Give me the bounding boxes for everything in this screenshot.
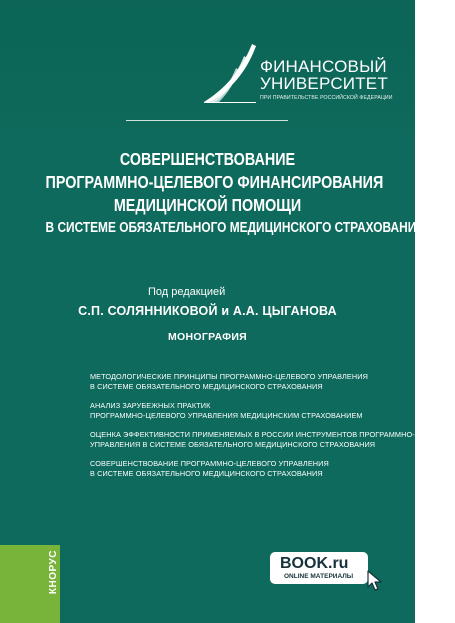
divider-rule <box>126 120 288 121</box>
title-line-3: МЕДИЦИНСКОЙ ПОМОЩИ <box>113 195 302 215</box>
chapter-line: АНАЛИЗ ЗАРУБЕЖНЫХ ПРАКТИК <box>90 401 211 410</box>
chapter-line: ПРОГРАММНО-ЦЕЛЕВОГО УПРАВЛЕНИЯ МЕДИЦИНСКИМ СТРАХОВАНИЕМ <box>90 411 363 420</box>
chapter-list <box>90 372 455 488</box>
bookru-badge[interactable] <box>270 552 368 584</box>
publisher-name: КНОРУС <box>48 550 59 595</box>
title-line-4: В СИСТЕМЕ ОБЯЗАТЕЛЬНОГО МЕДИЦИНСКОГО СТРАХОВАНИЯ <box>45 220 425 236</box>
title-line-2: ПРОГРАММНО-ЦЕЛЕВОГО ФИНАНСИРОВАНИЯ <box>45 172 384 192</box>
publisher-logo <box>48 550 64 610</box>
bookru-brand: BOOK.ru <box>280 555 349 572</box>
chapter-item <box>90 430 455 450</box>
cursor-arrow-icon <box>367 570 383 592</box>
chapter-item <box>90 459 410 479</box>
chapter-line: ОЦЕНКА ЭФФЕКТИВНОСТИ ПРИМЕНЯЕМЫХ В РОССИИ ИНСТРУМЕНТОВ ПРОГРАММНО-ЦЕЛЕВОГО <box>90 430 455 439</box>
book-title <box>10 148 425 239</box>
chapter-line: В СИСТЕМЕ ОБЯЗАТЕЛЬНОГО МЕДИЦИНСКОГО СТРАХОВАНИЯ <box>90 382 323 391</box>
university-name <box>260 58 410 102</box>
chapter-line: СОВЕРШЕНСТВОВАНИЕ ПРОГРАММНО-ЦЕЛЕВОГО УПРАВЛЕНИЯ <box>90 459 329 468</box>
bookru-subtitle: ONLINE МАТЕРИАЛЫ <box>284 573 354 580</box>
editors-names: С.П. СОЛЯННИКОВОЙ и А.А. ЦЫГАНОВА <box>78 304 337 318</box>
chapter-item <box>90 372 410 392</box>
chapter-line: МЕТОДОЛОГИЧЕСКИЕ ПРИНЦИПЫ ПРОГРАММНО-ЦЕЛЕВОГО УПРАВЛЕНИЯ <box>90 372 368 381</box>
university-name-line2: УНИВЕРСИТЕТ <box>260 74 388 93</box>
university-subtitle: ПРИ ПРАВИТЕЛЬСТВЕ РОССИЙСКОЙ ФЕДЕРАЦИИ <box>260 95 393 101</box>
title-line-1: СОВЕРШЕНСТВОВАНИЕ <box>119 149 296 169</box>
genre-label: МОНОГРАФИЯ <box>167 331 248 343</box>
chapter-line: УПРАВЛЕНИЯ В СИСТЕМЕ ОБЯЗАТЕЛЬНОГО МЕДИЦИНСКОГО СТРАХОВАНИЯ <box>90 440 376 449</box>
chapter-item <box>90 401 410 421</box>
university-logo-icon <box>200 42 258 104</box>
university-name-line1: ФИНАНСОВЫЙ <box>260 57 387 76</box>
editors-label: Под редакцией <box>148 286 226 298</box>
chapter-line: В СИСТЕМЕ ОБЯЗАТЕЛЬНОГО МЕДИЦИНСКОГО СТРАХОВАНИЯ <box>90 469 323 478</box>
